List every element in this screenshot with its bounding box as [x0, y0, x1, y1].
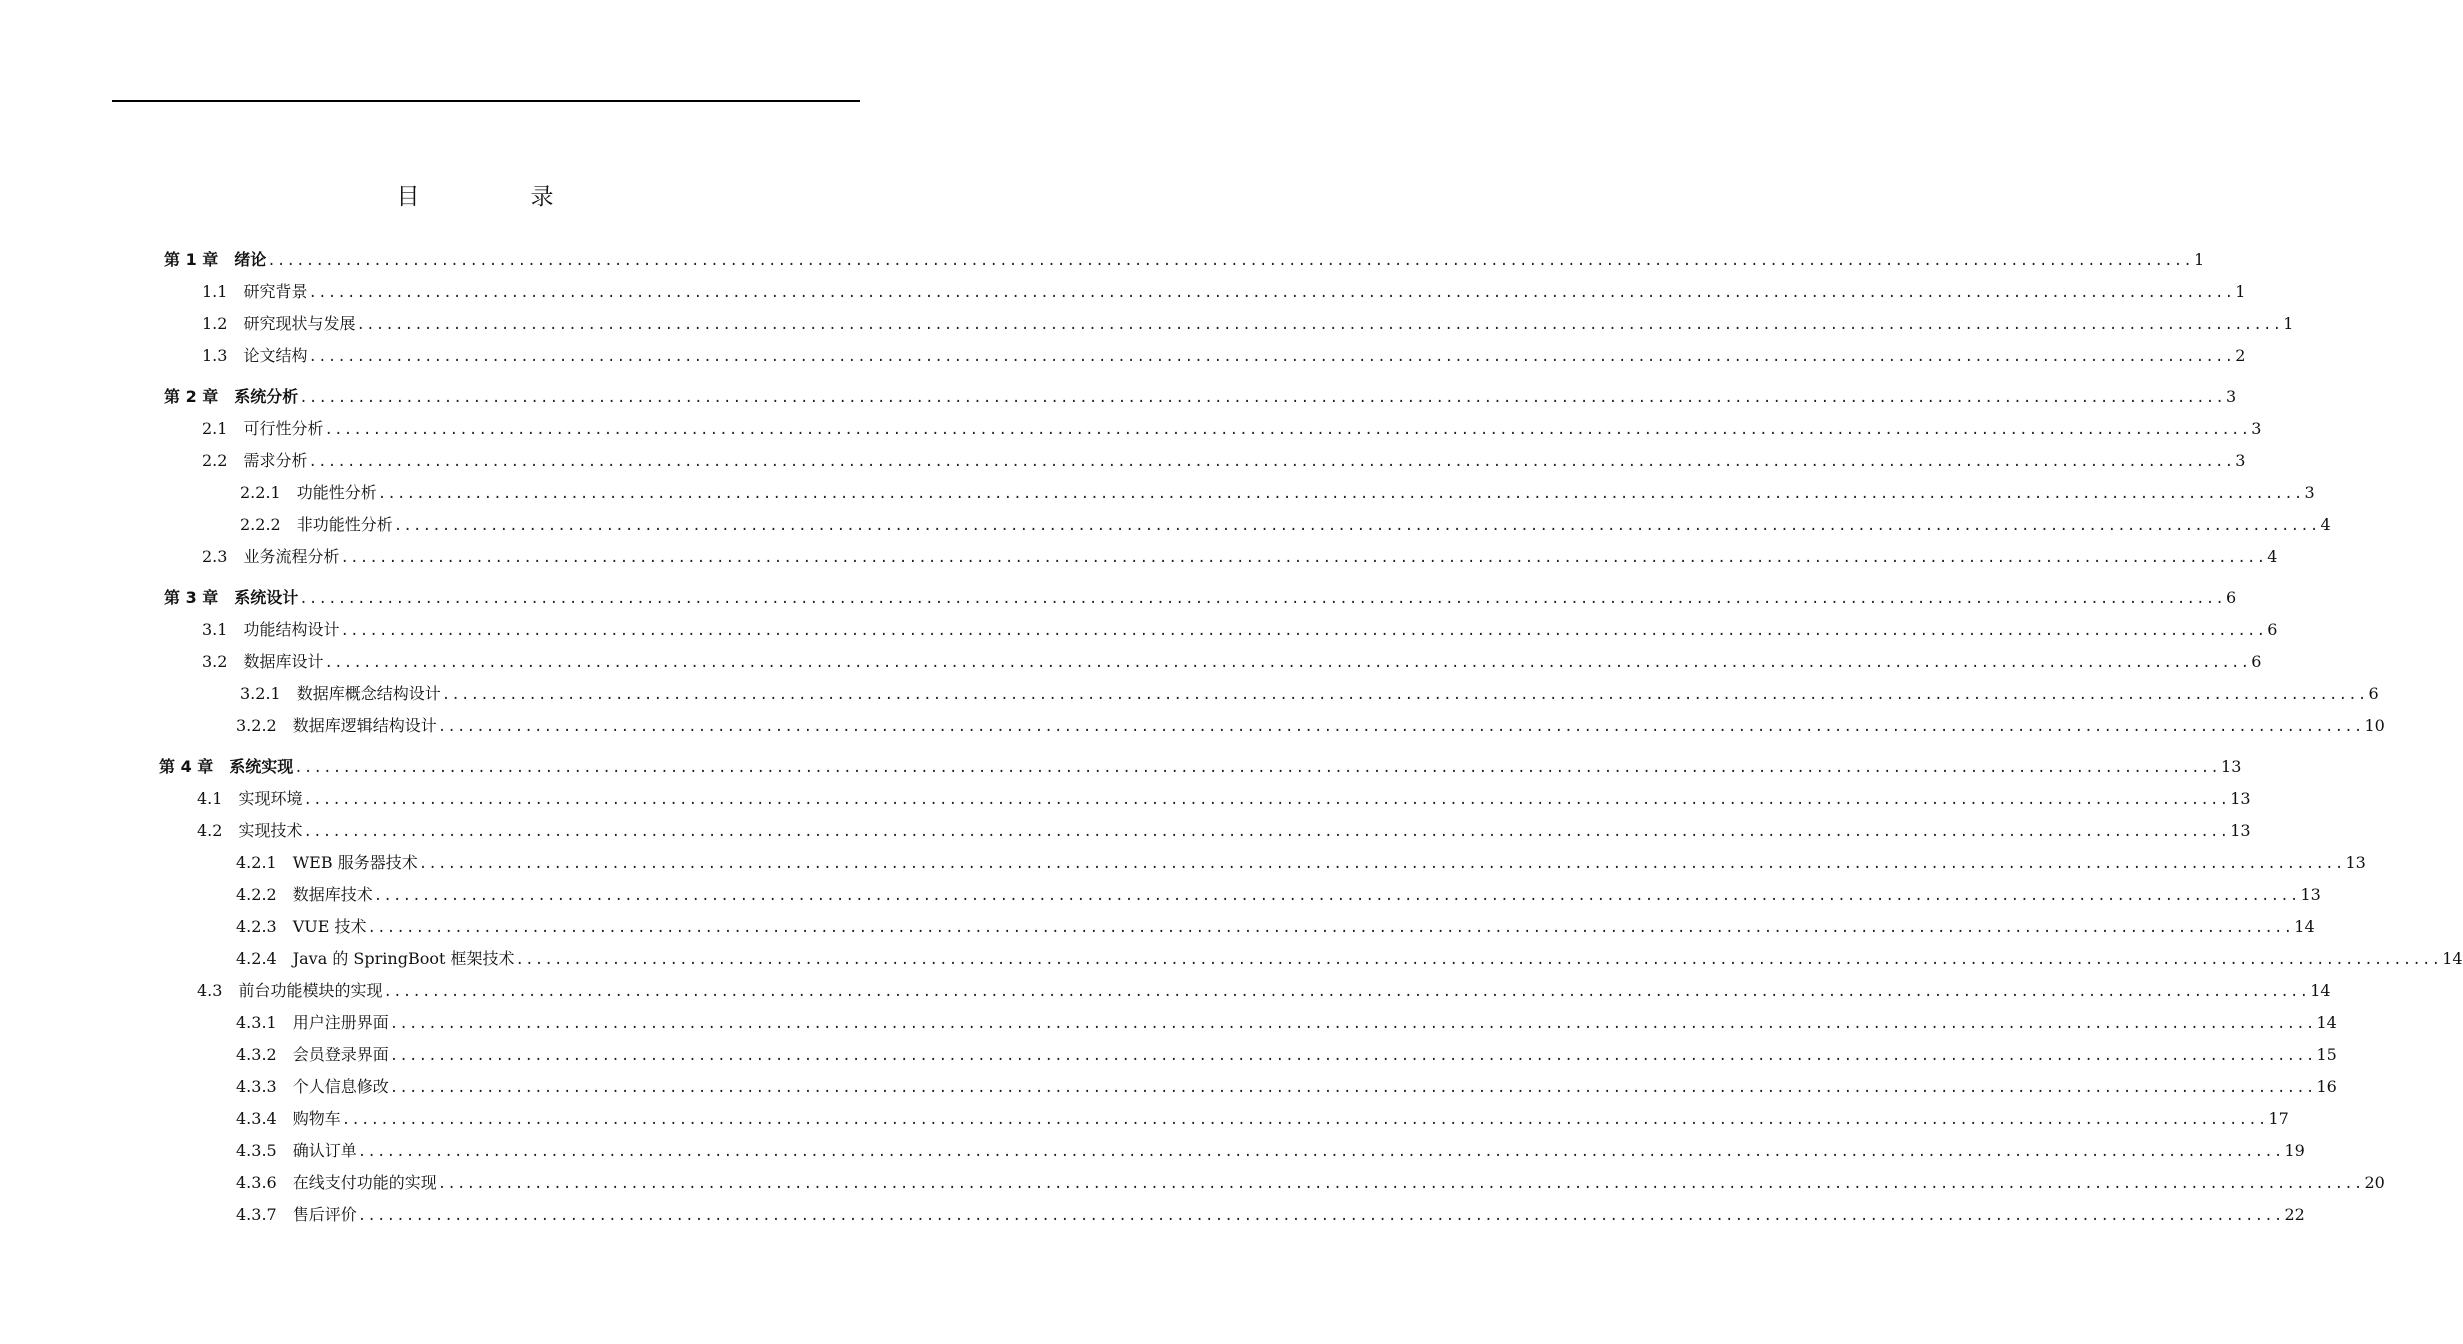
toc-entry[interactable]	[202, 280, 2246, 304]
toc-page-number: 17	[2268, 1109, 2289, 1128]
toc-entry[interactable]	[202, 650, 2262, 674]
toc-page-number: 19	[2284, 1141, 2305, 1160]
toc-entry[interactable]	[236, 1171, 2385, 1195]
toc-page-number: 20	[2364, 1173, 2385, 1192]
toc-title: 目 录	[396, 184, 598, 210]
toc-entry[interactable]	[202, 417, 2262, 441]
toc-entry[interactable]	[236, 1075, 2337, 1099]
toc-page-number: 3	[2251, 419, 2262, 438]
toc-entry-label: 购物车	[292, 1109, 341, 1128]
toc-page-number: 10	[2364, 716, 2385, 735]
toc-entry[interactable]	[202, 312, 2294, 336]
toc-entry[interactable]	[236, 1043, 2337, 1067]
toc-entry-number: 4.2.2	[236, 885, 293, 904]
toc-entry-number: 4.3.2	[236, 1045, 293, 1064]
toc-entry-number: 4.3.1	[236, 1013, 293, 1032]
toc-page-number: 2	[2235, 346, 2246, 365]
toc-page-number: 3	[2235, 451, 2246, 470]
toc-entry[interactable]	[202, 344, 2246, 368]
toc-chapter-entry[interactable]	[164, 248, 2205, 272]
toc-page-number: 14	[2316, 1013, 2337, 1032]
toc-chapter-entry[interactable]	[164, 385, 2237, 409]
toc-entry[interactable]	[236, 1011, 2337, 1035]
toc-page-number: 1	[2235, 282, 2246, 301]
dot-leader: ........................................................................................................................................................................................................	[308, 454, 2235, 470]
toc-entry-label: 实现环境	[238, 789, 303, 808]
dot-leader: ........................................................................................................................................................................................................	[340, 550, 2267, 566]
toc-page-number: 14	[2294, 917, 2315, 936]
toc-entry-number: 4.3.4	[236, 1109, 293, 1128]
dot-leader: ........................................................................................................................................................................................................	[389, 1048, 2316, 1064]
toc-entry-number: 2.2.2	[240, 515, 297, 534]
dot-leader: ........................................................................................................................................................................................................	[441, 687, 2368, 703]
toc-entry-label: 实现技术	[238, 821, 303, 840]
dot-leader: ........................................................................................................................................................................................................	[299, 390, 2226, 406]
dot-leader: ........................................................................................................................................................................................................	[308, 285, 2235, 301]
toc-entry-number: 2.1	[202, 419, 244, 438]
toc-page-number: 3	[2226, 387, 2237, 406]
dot-leader: ........................................................................................................................................................................................................	[418, 856, 2345, 872]
toc-entry-label: 前台功能模块的实现	[238, 981, 383, 1000]
toc-entry-number: 4.2.3	[236, 917, 293, 936]
dot-leader: ........................................................................................................................................................................................................	[393, 518, 2320, 534]
toc-entry-number: 3.2	[202, 652, 244, 671]
toc-entry-number: 第 3 章	[164, 588, 235, 607]
toc-entry[interactable]	[197, 787, 2251, 811]
toc-entry[interactable]	[202, 618, 2278, 642]
dot-leader: ........................................................................................................................................................................................................	[340, 623, 2267, 639]
toc-entry-label: 研究背景	[243, 282, 308, 301]
toc-entry[interactable]	[240, 682, 2379, 706]
toc-entry[interactable]	[236, 915, 2315, 939]
toc-entry[interactable]	[236, 851, 2366, 875]
toc-entry-number: 4.1	[197, 789, 239, 808]
toc-entry-label: 个人信息修改	[292, 1077, 389, 1096]
toc-entry-number: 4.3.5	[236, 1141, 293, 1160]
toc-page-number: 13	[2230, 821, 2251, 840]
toc-entry-label: 系统分析	[234, 387, 299, 406]
toc-page-number: 22	[2284, 1205, 2305, 1224]
dot-leader: ........................................................................................................................................................................................................	[437, 1176, 2364, 1192]
toc-page-number: 6	[2251, 652, 2262, 671]
toc-entry[interactable]	[236, 1139, 2305, 1163]
dot-leader: ........................................................................................................................................................................................................	[356, 317, 2283, 333]
toc-entry-label: 功能结构设计	[243, 620, 340, 639]
toc-entry-number: 4.3.7	[236, 1205, 293, 1224]
dot-leader: ........................................................................................................................................................................................................	[267, 253, 2194, 269]
toc-entry-label: 在线支付功能的实现	[292, 1173, 437, 1192]
toc-page-number: 4	[2267, 547, 2278, 566]
toc-entry-number: 第 4 章	[159, 757, 230, 776]
toc-page-number: 13	[2230, 789, 2251, 808]
dot-leader: ........................................................................................................................................................................................................	[515, 952, 2442, 968]
toc-entry-label: Java 的 SpringBoot 框架技术	[292, 949, 515, 968]
dot-leader: ........................................................................................................................................................................................................	[357, 1208, 2284, 1224]
toc-entry-number: 4.3.6	[236, 1173, 293, 1192]
toc-entry-number: 3.2.1	[240, 684, 297, 703]
dot-leader: ........................................................................................................................................................................................................	[389, 1016, 2316, 1032]
toc-page-number: 13	[2300, 885, 2321, 904]
toc-entry[interactable]	[240, 481, 2315, 505]
dot-leader: ........................................................................................................................................................................................................	[383, 984, 2310, 1000]
toc-entry-label: 功能性分析	[296, 483, 377, 502]
dot-leader: ........................................................................................................................................................................................................	[303, 824, 2230, 840]
toc-entry-label: 论文结构	[243, 346, 308, 365]
toc-entry[interactable]	[236, 1203, 2305, 1227]
toc-entry-label: 可行性分析	[243, 419, 324, 438]
toc-entry-label: 售后评价	[292, 1205, 357, 1224]
toc-entry-label: VUE 技术	[292, 917, 367, 936]
dot-leader: ........................................................................................................................................................................................................	[341, 1112, 2268, 1128]
toc-entry-label: 业务流程分析	[243, 547, 340, 566]
toc-entry[interactable]	[236, 947, 2463, 971]
toc-entry[interactable]	[236, 714, 2385, 738]
toc-entry-label: WEB 服务器技术	[292, 853, 418, 872]
toc-entry-number: 4.3.3	[236, 1077, 293, 1096]
dot-leader: ........................................................................................................................................................................................................	[299, 591, 2226, 607]
toc-page-number: 1	[2194, 250, 2205, 269]
toc-page-number: 13	[2221, 757, 2242, 776]
toc-chapter-entry[interactable]	[164, 586, 2237, 610]
toc-entry-label: 会员登录界面	[292, 1045, 389, 1064]
toc-entry-label: 绪论	[234, 250, 267, 269]
toc-page-number: 15	[2316, 1045, 2337, 1064]
dot-leader: ........................................................................................................................................................................................................	[357, 1144, 2284, 1160]
toc-entry-number: 1.1	[202, 282, 244, 301]
toc-page-number: 4	[2320, 515, 2331, 534]
toc-entry-label: 需求分析	[243, 451, 308, 470]
toc-page-number: 1	[2283, 314, 2294, 333]
toc-entry-number: 2.3	[202, 547, 244, 566]
toc-entry[interactable]	[202, 545, 2278, 569]
toc-entry[interactable]	[197, 819, 2251, 843]
toc-entry-label: 系统实现	[229, 757, 294, 776]
toc-entry-number: 第 2 章	[164, 387, 235, 406]
toc-entry-number: 1.3	[202, 346, 244, 365]
dot-leader: ........................................................................................................................................................................................................	[377, 486, 2304, 502]
toc-entry-number: 4.2.4	[236, 949, 293, 968]
toc-entry-number: 3.2.2	[236, 716, 293, 735]
dot-leader: ........................................................................................................................................................................................................	[373, 888, 2300, 904]
toc-entry-number: 2.2	[202, 451, 244, 470]
toc-page-number: 6	[2267, 620, 2278, 639]
dot-leader: ........................................................................................................................................................................................................	[324, 655, 2251, 671]
toc-entry-label: 确认订单	[292, 1141, 357, 1160]
toc-chapter-entry[interactable]	[159, 755, 2242, 779]
toc-page-number: 6	[2226, 588, 2237, 607]
toc-entry-label: 数据库概念结构设计	[296, 684, 441, 703]
toc-entry-number: 4.2.1	[236, 853, 293, 872]
toc-entry-label: 数据库技术	[292, 885, 373, 904]
dot-leader: ........................................................................................................................................................................................................	[303, 792, 2230, 808]
toc-page-number: 6	[2368, 684, 2379, 703]
toc-entry-number: 2.2.1	[240, 483, 297, 502]
toc-entry-label: 系统设计	[234, 588, 299, 607]
toc-page-number: 3	[2304, 483, 2315, 502]
toc-entry[interactable]	[202, 449, 2246, 473]
toc-page-number: 16	[2316, 1077, 2337, 1096]
toc-entry[interactable]	[197, 979, 2331, 1003]
dot-leader: ........................................................................................................................................................................................................	[324, 422, 2251, 438]
dot-leader: ........................................................................................................................................................................................................	[437, 719, 2364, 735]
dot-leader: ........................................................................................................................................................................................................	[294, 760, 2221, 776]
toc-entry[interactable]	[236, 883, 2321, 907]
toc-entry-number: 4.2	[197, 821, 239, 840]
toc-page-number: 13	[2345, 853, 2366, 872]
toc-entry[interactable]	[240, 513, 2331, 537]
toc-page-number: 14	[2310, 981, 2331, 1000]
toc-entry-number: 4.3	[197, 981, 239, 1000]
dot-leader: ........................................................................................................................................................................................................	[389, 1080, 2316, 1096]
toc-entry-number: 3.1	[202, 620, 244, 639]
dot-leader: ........................................................................................................................................................................................................	[308, 349, 2235, 365]
toc-entry-label: 非功能性分析	[296, 515, 393, 534]
dot-leader: ........................................................................................................................................................................................................	[367, 920, 2294, 936]
toc-entry-number: 第 1 章	[164, 250, 235, 269]
toc-entry-number: 1.2	[202, 314, 244, 333]
toc-entry-label: 用户注册界面	[292, 1013, 389, 1032]
toc-entry[interactable]	[236, 1107, 2289, 1131]
toc-entry-label: 研究现状与发展	[243, 314, 356, 333]
toc-entry-label: 数据库逻辑结构设计	[292, 716, 437, 735]
toc-page-number: 14	[2442, 949, 2463, 968]
toc-entry-label: 数据库设计	[243, 652, 324, 671]
